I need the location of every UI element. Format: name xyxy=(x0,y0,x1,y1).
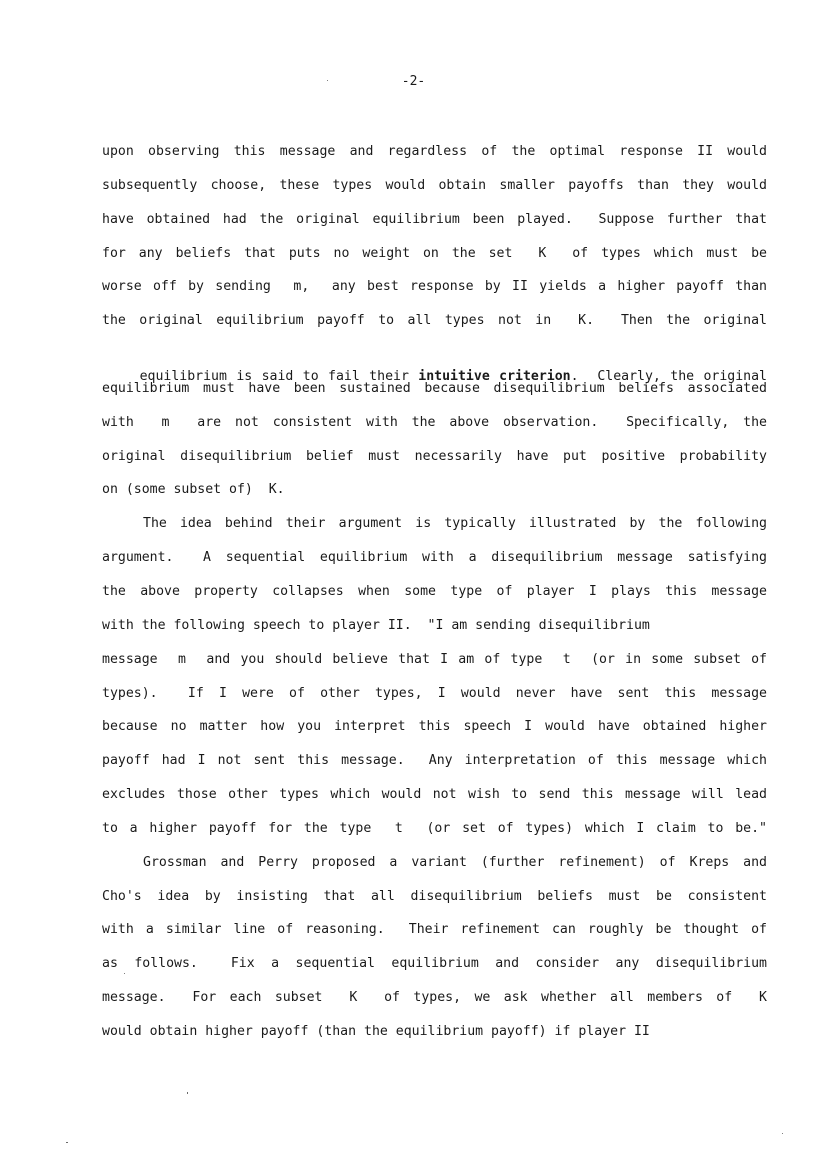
text-line xyxy=(102,344,767,385)
text-line: with m are not consistent with the above observation. Specifically, the xyxy=(102,414,767,430)
text-line: message. For each subset K of types, we ask whether all members of K xyxy=(102,990,767,1006)
text-line: The idea behind their argument is typically illustrated by the following xyxy=(143,516,767,532)
text-line: original disequilibrium belief must necessarily have put positive probability xyxy=(102,448,767,464)
text-line: because no matter how you interpret this speech I would have obtained higher xyxy=(102,719,767,735)
text-line: with the following speech to player II. "I am sending disequilibrium xyxy=(102,617,650,633)
text-line: for any beliefs that puts no weight on the set K of types which must be xyxy=(102,245,767,261)
text-line: Grossman and Perry proposed a variant (further refinement) of Kreps and xyxy=(143,854,767,870)
text-line: with a similar line of reasoning. Their refinement can roughly be thought of xyxy=(102,922,767,938)
text-line: worse off by sending m, any best response by II yields a higher payoff than xyxy=(102,279,767,295)
text-segment: equilibrium is said to fail their xyxy=(139,369,419,385)
scan-speck xyxy=(187,1092,188,1094)
text-line: message m and you should believe that I am of type t (or in some subset of xyxy=(102,651,767,667)
text-line: as follows. Fix a sequential equilibrium and consider any disequilibrium xyxy=(102,956,767,972)
text-segment: . Clearly, the original xyxy=(570,369,767,385)
scan-speck xyxy=(124,973,125,974)
text-line: payoff had I not sent this message. Any interpretation of this message which xyxy=(102,753,767,769)
text-line: on (some subset of) K. xyxy=(102,482,285,498)
text-line: Cho's idea by insisting that all disequilibrium beliefs must be consistent xyxy=(102,888,767,904)
text-line: equilibrium must have been sustained because disequilibrium beliefs associated xyxy=(102,380,767,396)
text-line: have obtained had the original equilibrium been played. Suppose further that xyxy=(102,211,767,227)
text-line: the original equilibrium payoff to all types not in K. Then the original xyxy=(102,313,767,329)
text-line: upon observing this message and regardless of the optimal response II would xyxy=(102,144,767,159)
text-line: to a higher payoff for the type t (or set of types) which I claim to be." xyxy=(102,820,767,836)
body-text xyxy=(102,141,767,1055)
text-line: types). If I were of other types, I would never have sent this message xyxy=(102,685,767,701)
scan-speck xyxy=(66,1142,68,1143)
page-number: -2- xyxy=(401,74,426,89)
text-line: argument. A sequential equilibrium with a disequilibrium message satisfying xyxy=(102,550,767,566)
text-line: the above property collapses when some type of player I plays this message xyxy=(102,583,767,599)
emphasized-term: intuitive criterion xyxy=(418,369,571,385)
text-line: subsequently choose, these types would obtain smaller payoffs than they would xyxy=(102,177,767,193)
scan-speck xyxy=(327,80,328,81)
scan-speck xyxy=(782,1133,783,1134)
text-line: would obtain higher payoff (than the equilibrium payoff) if player II xyxy=(102,1023,650,1039)
text-line: excludes those other types which would not wish to send this message will lead xyxy=(102,787,767,803)
